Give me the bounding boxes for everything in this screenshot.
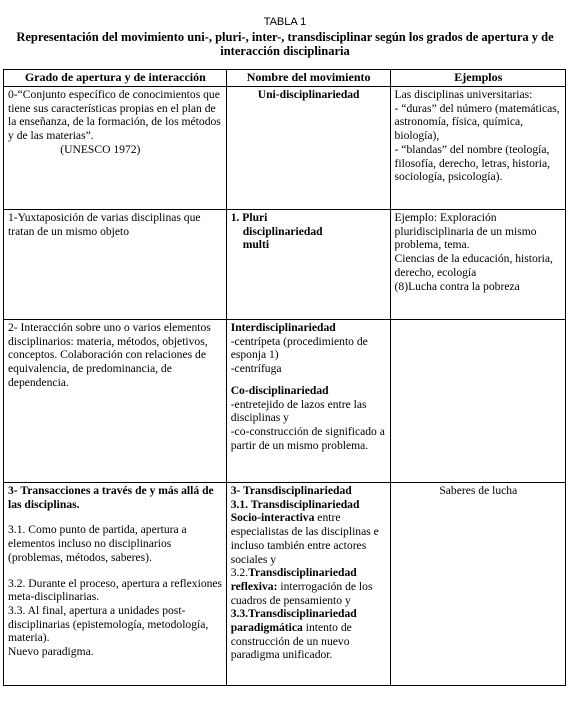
table-row (4, 87, 566, 210)
example-line: - “blandas” del nombre (teología, filosofía, derecho, letras, historia, sociología, psicología). (394, 142, 551, 184)
movement-item: -centrífuga (230, 362, 282, 376)
header-nombre: Nombre del movimiento (226, 70, 390, 87)
movement-item: -entretejido de lazos entre las disciplinas y (230, 397, 367, 425)
cell-nombre (226, 87, 390, 210)
example-line: Saberes de lucha (439, 484, 518, 497)
table-row (4, 210, 566, 320)
table-row (4, 320, 566, 483)
movement-name: Co-disciplinariedad (230, 383, 329, 397)
header-grado: Grado de apertura y de interacción (4, 70, 227, 87)
movement-text: entre especialistas de las disciplinas e incluso también entre actores sociales y (230, 511, 379, 566)
grado-text: 2- Interacción sobre uno o varios elementos disciplinarios: materia, métodos, objetivos, conceptos. Colaboración con relaciones de equivalencia, de predominancia, de dependencia. (8, 321, 211, 389)
example-line: (8)Lucha contra la pobreza (394, 279, 520, 293)
movement-name: 3- Transdisciplinariedad (230, 484, 352, 497)
movement-name: Uni-disciplinariedad (257, 88, 360, 101)
cell-nombre (226, 210, 390, 320)
example-line: - “duras” del número (matemáticas, astronomía, física, química, biología), (394, 101, 560, 143)
cell-ejemplos (390, 320, 565, 483)
example-line: Ejemplo: Exploración pluridisciplinaria de un mismo problema, tema. (394, 211, 537, 252)
grado-text: 1-Yuxtaposición de varias disciplinas que tratan de un mismo objeto (8, 211, 201, 238)
movement-text: interrogación de los cuadros de pensamiento y (230, 579, 373, 607)
grado-text: 3.2. Durante el proceso, apertura a reflexiones meta-disciplinarias. (8, 576, 223, 604)
cell-grado (4, 483, 227, 686)
movement-subtitle: 3.3.Transdisciplinariedad paradigmática (230, 607, 357, 635)
cell-nombre (226, 320, 390, 483)
grado-source: (UNESCO 1972) (60, 142, 141, 156)
movement-name: disciplinariedad (242, 224, 323, 238)
movement-name: multi (242, 238, 270, 252)
disciplinarity-table (3, 69, 566, 686)
movement-subtitle: Transdisciplinariedad reflexiva: (230, 566, 357, 593)
cell-ejemplos (390, 87, 565, 210)
grado-text: Nuevo paradigma. (8, 645, 94, 659)
movement-name: Interdisciplinariedad (230, 321, 336, 334)
grado-text: 0-“Conjunto específico de conocimientos que tiene sus características propias en el plan de la enseñanza, de la formación, de los métodos y de las materias”. (8, 88, 221, 143)
cell-nombre (226, 483, 390, 686)
cell-ejemplos (390, 210, 565, 320)
movement-item: -centrípeta (procedimiento de esponja 1) (230, 334, 368, 362)
table-row (4, 483, 566, 686)
movement-text: intento de construcción de un nuevo paradigma unificador. (230, 621, 352, 662)
movement-number: 3.2. (230, 566, 249, 580)
movement-subtitle: 3.1. Transdisciplinariedad Socio-interactiva (230, 497, 360, 525)
movement-name: 1. Pluri (230, 211, 268, 224)
grado-text: 3.1. Como punto de partida, apertura a elementos incluso no disciplinarios (problemas, métodos, saberes). (8, 523, 187, 564)
table-caption-title: Representación del movimiento uni-, pluri-, inter-, transdisciplinar según los grados de apertura y de interacción disciplinaria (16, 30, 554, 58)
cell-ejemplos (390, 483, 565, 686)
movement-item: -co-construcción de significado a partir de un mismo problema. (230, 424, 385, 452)
cell-grado (4, 210, 227, 320)
table-caption-label: TABLA 1 (263, 16, 307, 28)
cell-grado (4, 87, 227, 210)
grado-text: 3.3. Al final, apertura a unidades post-disciplinarias (epistemología, metodología, materia). (8, 603, 209, 645)
header-ejemplos: Ejemplos (390, 70, 565, 87)
grado-title: 3- Transacciones a través de y más allá de las disciplinas. (8, 484, 214, 511)
table-header-row (4, 70, 566, 87)
example-line: Las disciplinas universitarias: (394, 88, 533, 101)
example-line: Ciencias de la educación, historia, derecho, ecología (394, 252, 553, 279)
cell-grado (4, 320, 227, 483)
